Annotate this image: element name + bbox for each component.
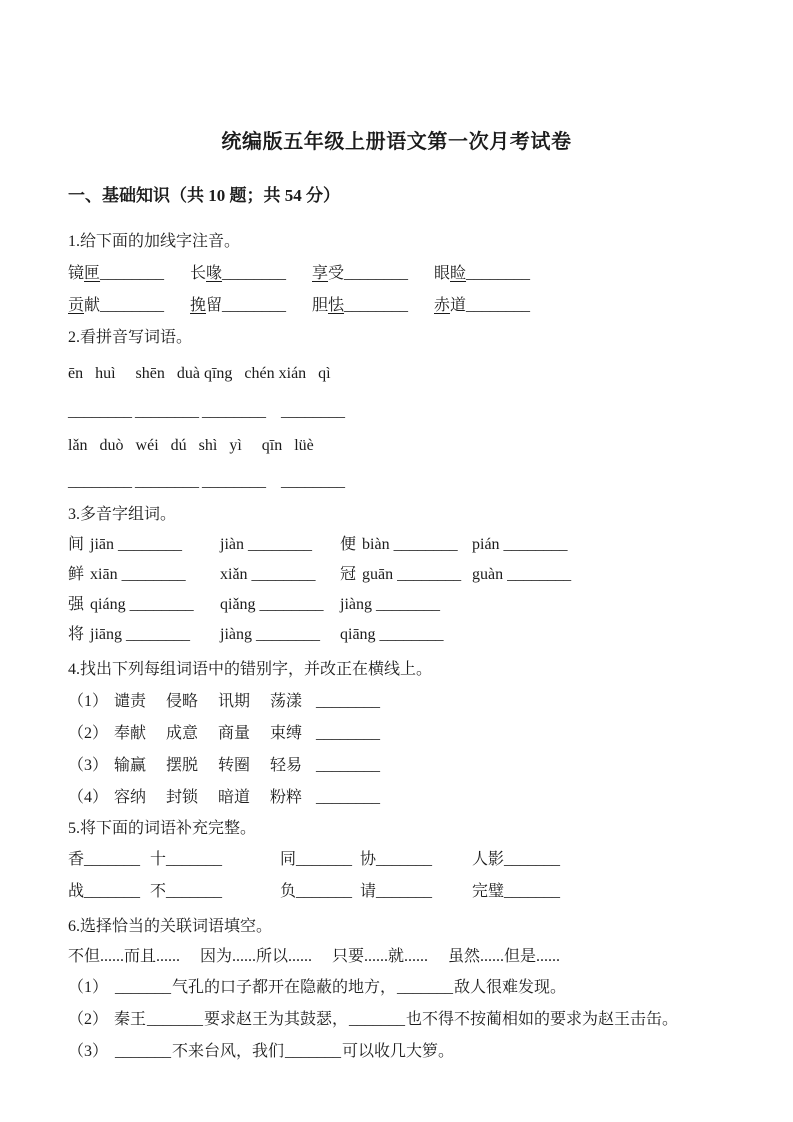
item-number: （3） [68,1043,109,1060]
idiom-cell [280,844,360,876]
idiom-part: 完璧 [472,883,505,900]
answer-blank: _______ [296,851,353,868]
answer-blank: _______ [147,1011,204,1028]
idiom-cell [472,876,560,908]
page-title: 统编版五年级上册语文第一次月考试卷 [221,131,572,153]
question-6-label: 6.选择恰当的关联词语填空。 [68,918,273,935]
item-number: （4） [68,789,109,806]
answer-blank: ________ [344,265,409,282]
question-3-row [68,530,735,560]
polyphone-char: 便 [340,536,357,553]
answer-blank: _______ [504,883,561,900]
polyphone-char: 强 [68,596,85,613]
word-item [190,290,312,322]
question-6-sentence-1 [68,972,735,1004]
idiom-cell [150,876,280,908]
answer-blank: ________ [135,473,199,490]
pinyin-row-2: lǎn duò wéi dú shì yì qīn lüè [68,437,314,454]
question-4-item [68,750,735,782]
word-group: 谴责 侵略 讯期 荡漾 [114,693,303,710]
word-item [68,258,190,290]
pinyin-label: jiàn [220,536,244,553]
answer-blank: _______ [349,1011,406,1028]
idiom-part: 战 [68,883,85,900]
polyphone-char: 冠 [340,566,357,583]
polyphone-cell [340,560,472,590]
underlined-char: 匣 [84,265,101,282]
pinyin-label: guàn [472,566,504,583]
polyphone-char: 将 [68,626,85,643]
answer-blank: _______ [397,979,454,996]
answer-blank: _______ [285,1043,342,1060]
answer-blank: ________ [281,403,345,420]
answer-blank: _______ [376,883,433,900]
item-number: （1） [68,979,109,996]
answer-blank: ________ [100,265,165,282]
polyphone-cell [68,530,220,560]
pinyin-row-1: ēn huì shēn duà qīng chén xián qì [68,365,331,382]
word-pre: 长 [190,265,207,282]
answer-blank: ________ [256,626,320,643]
answer-blank: ________ [466,265,531,282]
word-item [68,290,190,322]
polyphone-cell [68,590,220,620]
pinyin-label: xiān [90,566,118,583]
answer-blank: ________ [316,725,381,742]
answer-blank: ________ [281,473,345,490]
idiom-part: 负 [280,883,297,900]
idiom-part: 香 [68,851,85,868]
answer-blank: _______ [84,851,141,868]
answer-blank: ________ [393,536,458,553]
answer-blank: _______ [504,851,561,868]
question-6-sentence-3 [68,1036,735,1068]
pinyin-answer-blanks-1 [68,398,735,426]
answer-blank: ________ [118,536,183,553]
pinyin-label: qiáng [90,596,126,613]
answer-blank: ________ [126,626,191,643]
polyphone-char: 间 [68,536,85,553]
answer-blank: _______ [84,883,141,900]
polyphone-cell [340,530,472,560]
answer-blank: _______ [296,883,353,900]
idiom-part: 请 [360,883,377,900]
answer-blank: ________ [251,566,316,583]
polyphone-cell [472,530,568,560]
word-group: 奉献 成意 商量 束缚 [114,725,303,742]
answer-blank: ________ [121,566,186,583]
polyphone-cell [68,620,220,650]
section-heading: 一、基础知识（共 10 题；共 54 分） [68,186,340,205]
word-pre: 胆 [312,297,329,314]
word-item [434,290,556,322]
answer-blank: ________ [68,403,132,420]
underlined-char: 赤 [434,297,451,314]
answer-blank: ________ [466,297,531,314]
question-4-item [68,782,735,814]
pinyin-label: guān [362,566,394,583]
word-post: 留 [206,297,223,314]
word-post: 受 [328,265,345,282]
answer-blank: ________ [503,536,568,553]
pinyin-label: xiǎn [220,566,248,583]
answer-blank: _______ [166,883,223,900]
word-pre: 镜 [68,265,85,282]
question-4-item [68,718,735,750]
question-5-label: 5.将下面的词语补充完整。 [68,820,257,837]
pinyin-label: qiǎng [220,596,256,613]
word-post: 道 [450,297,467,314]
pinyin-answer-blanks-2 [68,468,735,496]
pinyin-label: qiāng [340,626,376,643]
word-group: 容纳 封锁 暗道 粉粹 [114,789,303,806]
question-3-row [68,620,735,650]
underlined-char: 喙 [206,265,223,282]
answer-blank: ________ [316,757,381,774]
conjunction-options: 不但......而且...... 因为......所以...... 只要......就...... 虽然......但是...... [68,948,561,965]
sentence-text: 不来台风，我们 [172,1043,285,1060]
underlined-char: 挽 [190,297,207,314]
idiom-cell [68,876,150,908]
word-post: 献 [84,297,101,314]
question-3-row [68,560,735,590]
idiom-cell [150,844,280,876]
idiom-part: 协 [360,851,377,868]
idiom-part: 不 [150,883,167,900]
underlined-char: 享 [312,265,329,282]
answer-blank: ________ [397,566,462,583]
word-group: 输赢 摆脱 转圈 轻易 [114,757,303,774]
idiom-cell [68,844,150,876]
item-number: （3） [68,757,109,774]
word-item [434,258,556,290]
answer-blank: ________ [100,297,165,314]
polyphone-cell [340,620,444,650]
answer-blank: ________ [202,473,266,490]
answer-blank: ________ [135,403,199,420]
question-2-label: 2.看拼音写词语。 [68,329,193,346]
word-item [312,258,434,290]
pinyin-label: biàn [362,536,390,553]
sentence-text: 敌人很难发现。 [454,979,567,996]
polyphone-char: 鲜 [68,566,85,583]
polyphone-cell [472,560,571,590]
question-6-sentence-2 [68,1004,735,1036]
answer-blank: ________ [222,265,287,282]
pinyin-label: jiàng [220,626,252,643]
underlined-char: 怯 [328,297,345,314]
idiom-part: 同 [280,851,297,868]
answer-blank: ________ [316,693,381,710]
answer-blank: ________ [316,789,381,806]
answer-blank: _______ [115,979,172,996]
idiom-cell [472,844,560,876]
idiom-cell [280,876,360,908]
answer-blank: ________ [259,596,324,613]
sentence-text: 气孔的口子都开在隐蔽的地方， [172,979,397,996]
answer-blank: ________ [202,403,266,420]
answer-blank: ________ [222,297,287,314]
pinyin-label: jiàng [340,596,372,613]
answer-blank: ________ [248,536,312,553]
pinyin-label: pián [472,536,500,553]
question-1-label: 1.给下面的加线字注音。 [68,233,241,250]
sentence-text: 也不得不按蔺相如的要求为赵王击缶。 [406,1011,679,1028]
idiom-cell [360,876,472,908]
polyphone-cell [340,590,440,620]
polyphone-cell [68,560,220,590]
answer-blank: ________ [344,297,409,314]
answer-blank: ________ [68,473,132,490]
question-4-label: 4.找出下列每组词语中的错别字，并改正在横线上。 [68,661,433,678]
underlined-char: 贡 [68,297,85,314]
answer-blank: ________ [379,626,444,643]
item-number: （2） [68,725,109,742]
pinyin-label: jiāng [90,626,123,643]
question-4-item [68,686,735,718]
answer-blank: _______ [115,1043,172,1060]
sentence-text: 要求赵王为其鼓瑟， [204,1011,349,1028]
word-item [190,258,312,290]
answer-blank: _______ [166,851,223,868]
question-1-row-2 [68,290,735,322]
question-5-row-1 [68,844,735,876]
answer-blank: ________ [376,596,440,613]
answer-blank: ________ [507,566,572,583]
sentence-text: 可以收几大箩。 [342,1043,455,1060]
word-pre: 眼 [434,265,451,282]
question-5-row-2 [68,876,735,908]
sentence-text: 秦王 [114,1011,147,1028]
underlined-char: 睑 [450,265,467,282]
polyphone-cell [220,620,340,650]
item-number: （2） [68,1011,109,1028]
word-item [312,290,434,322]
item-number: （1） [68,693,109,710]
answer-blank: ________ [129,596,194,613]
polyphone-cell [220,530,340,560]
answer-blank: _______ [376,851,433,868]
pinyin-label: jiān [90,536,115,553]
question-3-label: 3.多音字组词。 [68,506,177,523]
question-3-row [68,590,735,620]
idiom-part: 十 [150,851,167,868]
idiom-cell [360,844,472,876]
polyphone-cell [220,560,340,590]
idiom-part: 人影 [472,851,505,868]
polyphone-cell [220,590,340,620]
question-1-row-1 [68,258,735,290]
